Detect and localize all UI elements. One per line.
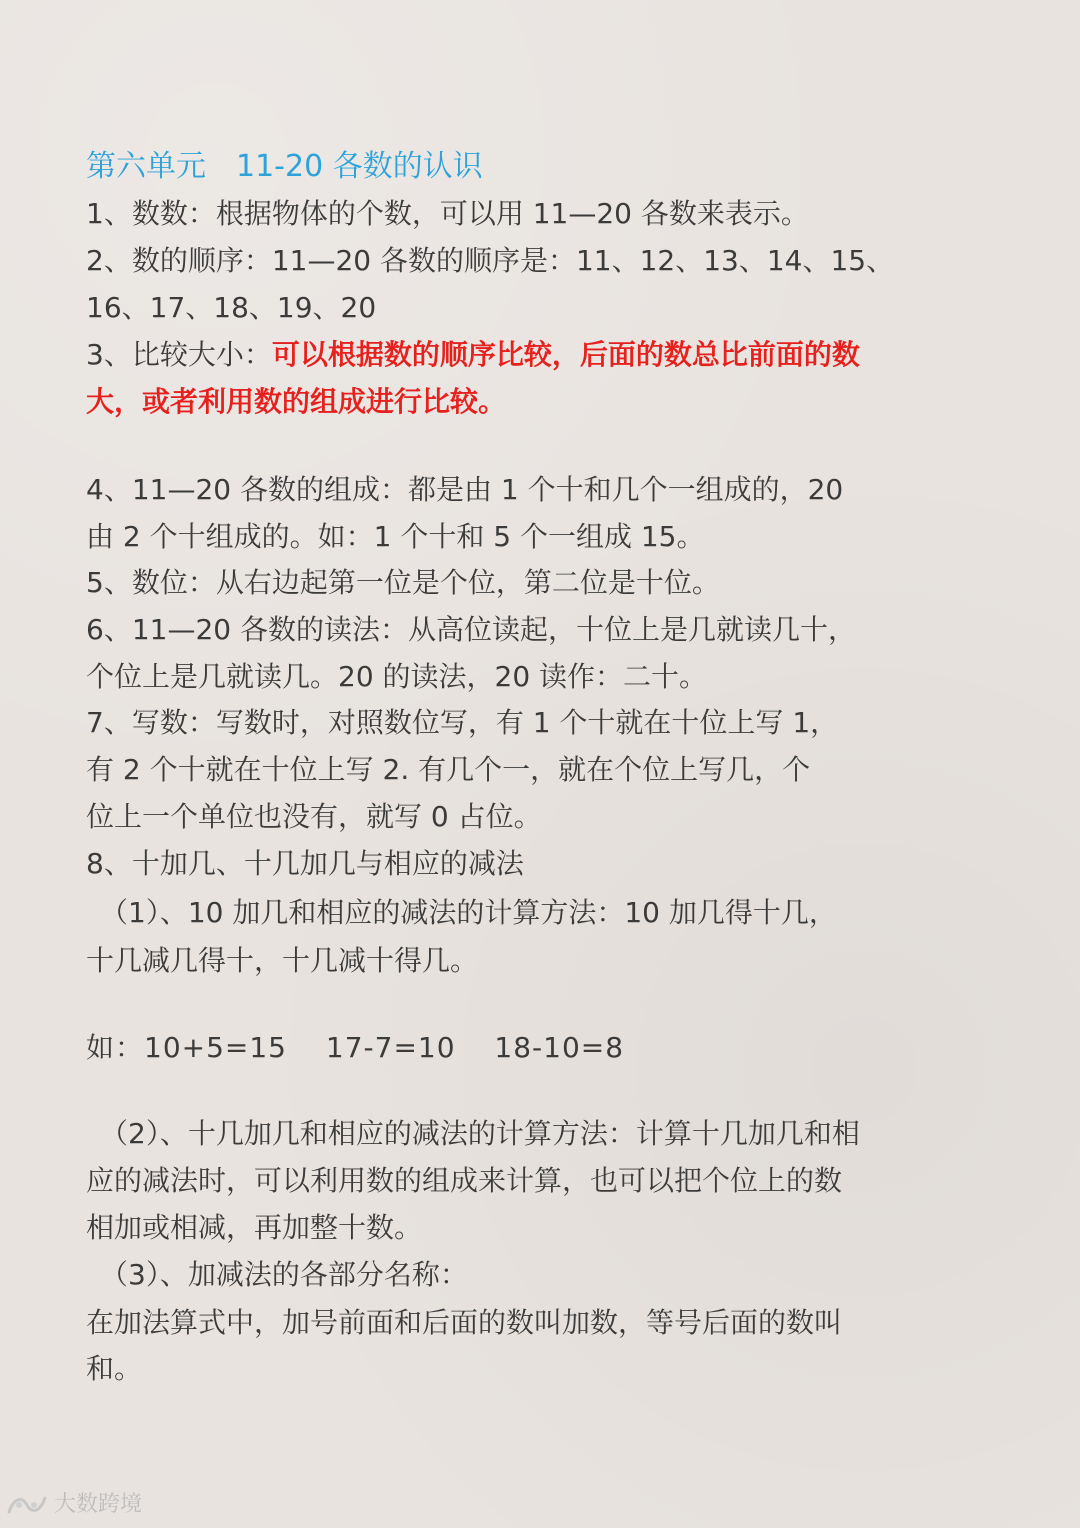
text-line-11: 7、写数：写数时，对照数位写，有 1 个十就在十位上写 1， [86,706,839,739]
text-line-1: 1、数数：根据物体的个数，可以用 11—20 各数来表示。 [86,197,809,230]
text-line-23: 和。 [86,1352,143,1385]
text-line-8: 5、数位：从右边起第一位是个位，第二位是十位。 [86,566,720,599]
text-line-19: 应的减法时，可以利用数的组成来计算，也可以把个位上的数 [86,1164,843,1197]
text-line-21: （3）、加减法的各部分名称： [100,1258,468,1291]
text-line-14: 8、十加几、十几加几与相应的减法 [86,847,524,880]
text-line-9: 6、11—20 各数的读法：从高位读起，十位上是几就读几十， [86,613,856,646]
page-title: 第六单元 11-20 各数的认识 [86,149,483,184]
text-line-6: 4、11—20 各数的组成：都是由 1 个十和几个一组成的，20 [86,473,844,506]
highlight-text-1: 可以根据数的顺序比较，后面的数总比前面的数 [271,338,860,371]
text-line-12: 有 2 个十就在十位上写 2. 有几个一，就在个位上写几，个 [86,753,811,786]
text-line-15: （1）、10 加几和相应的减法的计算方法：10 加几得十几， [100,896,837,929]
text-line-18: （2）、十几加几和相应的减法的计算方法：计算十几加几和相 [100,1117,860,1150]
text-line-10: 个位上是几就读几。20 的读法，20 读作：二十。 [86,660,708,693]
text-line-4 [86,332,860,378]
watermark-text: 大数跨境 [54,1492,143,1517]
text-line-3: 16、17、18、19、20 [86,291,377,324]
example-line: 如：10+5=15 17-7=10 18-10=8 [86,1031,625,1064]
section-label: 3、比较大小： [86,338,272,371]
text-line-20: 相加或相减，再加整十数。 [86,1211,423,1244]
brand-logo-icon [6,1492,48,1518]
text-line-7: 由 2 个十组成的。如：1 个十和 5 个一组成 15。 [86,520,705,553]
highlight-text-2: 大，或者利用数的组成进行比较。 [86,385,507,418]
text-line-22: 在加法算式中，加号前面和后面的数叫加数，等号后面的数叫 [86,1306,843,1339]
watermark [6,1490,142,1520]
text-line-13: 位上一个单位也没有，就写 0 占位。 [86,800,542,833]
text-line-16: 十几减几得十，十几减十得几。 [86,944,479,977]
text-line-2: 2、数的顺序：11—20 各数的顺序是：11、12、13、14、15、 [86,244,895,277]
